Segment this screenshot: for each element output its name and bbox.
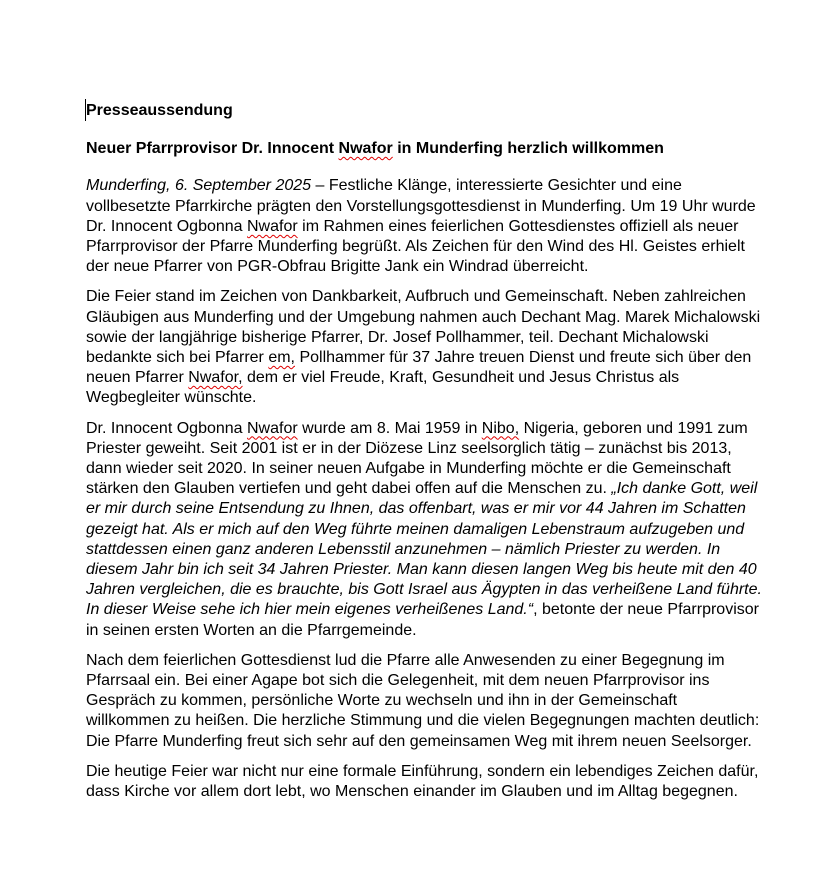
body-run: Nach dem feierlichen Gottesdienst lud die Pfarre alle Anwesenden zu einer Begegnung im Pfarrsaal ein. Bei einer Agape bot sich die Gelegenheit, mit dem neuen Pfarrprovisor ins Gespräch zu kommen, persönliche Worte zu wechseln und ihn in der Gemeinschaft willkommen zu heißen. Die herzliche Stimmung und die vielen Begegnungen machten deutlich: Die Pfarre Munderfing freut sich sehr auf den gemeinsamen Weg mit ihrem neuen Seelsorger. [86, 651, 760, 750]
document-content [86, 101, 762, 812]
document-title-text: Presseaussendung [86, 102, 233, 119]
paragraph-closing[interactable] [86, 762, 762, 802]
heading-run: in Munderfing herzlich willkommen [392, 140, 664, 158]
body-run: Die Feier stand im Zeichen von Dankbarkeit, Aufbruch und Gemeinschaft. Neben zahlreichen Gläubigen aus Munderfing und der Umgebung nahmen auch Dechant Mag. Marek Michalowski sowie der langjährige bisherige Pfarrer, Dr. Josef Pollhammer, teil. Dechant Michalowski bedankte sich bei Pfarrer [86, 288, 761, 367]
document-heading[interactable] [86, 139, 762, 159]
body-run: Pollhammer für 37 Jahre treuen Dienst und freute sich über den neuen Pfarrer [86, 349, 752, 387]
paragraph-intro[interactable] [86, 176, 762, 277]
spellcheck-flagged-word: Nwafor [338, 140, 393, 158]
body-run: wurde am 8. Mai 1959 in [297, 419, 482, 437]
body-run: – Festliche Klänge, interessierte Gesichter und eine vollbesetzte Pfarrkirche prägten den Vorstellungsgottesdienst in Munderfing. Um 19 Uhr wurde Dr. Innocent Ogbonna [86, 177, 756, 235]
spellcheck-flagged-word: Nwafor [247, 217, 298, 235]
body-run: im Rahmen eines feierlichen Gottesdienstes offiziell als neuer Pfarrprovisor der Pfarre Munderfing begrüßt. Als Zeichen für den Wind des Hl. Geistes erhielt der neue Pfarrer von PGR-Obfrau Brigitte Jank ein Windrad überreicht. [86, 217, 745, 276]
spellcheck-flagged-word: em, [268, 349, 295, 367]
document-title[interactable] [86, 101, 762, 121]
body-run: Die heutige Feier war nicht nur eine formale Einführung, sondern ein lebendiges Zeichen dafür, dass Kirche vor allem dort lebt, wo Menschen einander im Glauben und im Alltag begegnen. [86, 762, 759, 801]
spellcheck-flagged-word: Nwafor, [188, 369, 243, 387]
body-run: , betonte der neue Pfarrprovisor in seinen ersten Worten an die Pfarrgemeinde. [86, 601, 759, 639]
spellcheck-flagged-word: Nwafor [247, 419, 298, 437]
dateline-text: Munderfing, 6. September 2025 [86, 177, 312, 195]
body-run: dem er viel Freude, Kraft, Gesundheit und Jesus Christus als Wegbegleiter wünschte. [86, 369, 680, 407]
quote-text: „Ich danke Gott, weil er mir durch seine Entsendung zu Ihnen, das offenbart, was er mir vor 44 Jahren im Schatten gezeigt hat. Als er mich auf den Weg führte meinen damaligen Lebenstraum aufzugeben und stattdessen einen ganz anderen Lebensstil anzunehmen – nämlich Priester zu werden. In diesem Jahr bin ich seit 34 Jahren Priester. Man kann diesen langen Weg bis heute mit den 40 Jahren vergleichen, die es brauchte, bis Gott Israel aus Ägypten in das verheißene Land führte. In dieser Weise sehe ich hier mein eigenes verheißenes Land.“ [86, 480, 762, 619]
body-run: Dr. Innocent Ogbonna [86, 419, 247, 437]
paragraph-reception[interactable] [86, 651, 762, 752]
paragraph-celebration[interactable] [86, 287, 762, 408]
paragraph-biography[interactable] [86, 419, 762, 641]
body-run: Nigeria, geboren und 1991 zum Priester geweiht. Seit 2001 ist er in der Diözese Linz seelsorglich tätig – zunächst bis 2013, dann wieder seit 2020. In seiner neuen Aufgabe in Munderfing möchte er die Gemeinschaft stärken den Glauben vertiefen und geht dabei offen auf die Menschen zu. [86, 419, 748, 498]
heading-run: Neuer Pfarrprovisor Dr. Innocent [86, 140, 339, 158]
spellcheck-flagged-word: Nibo, [481, 419, 520, 437]
